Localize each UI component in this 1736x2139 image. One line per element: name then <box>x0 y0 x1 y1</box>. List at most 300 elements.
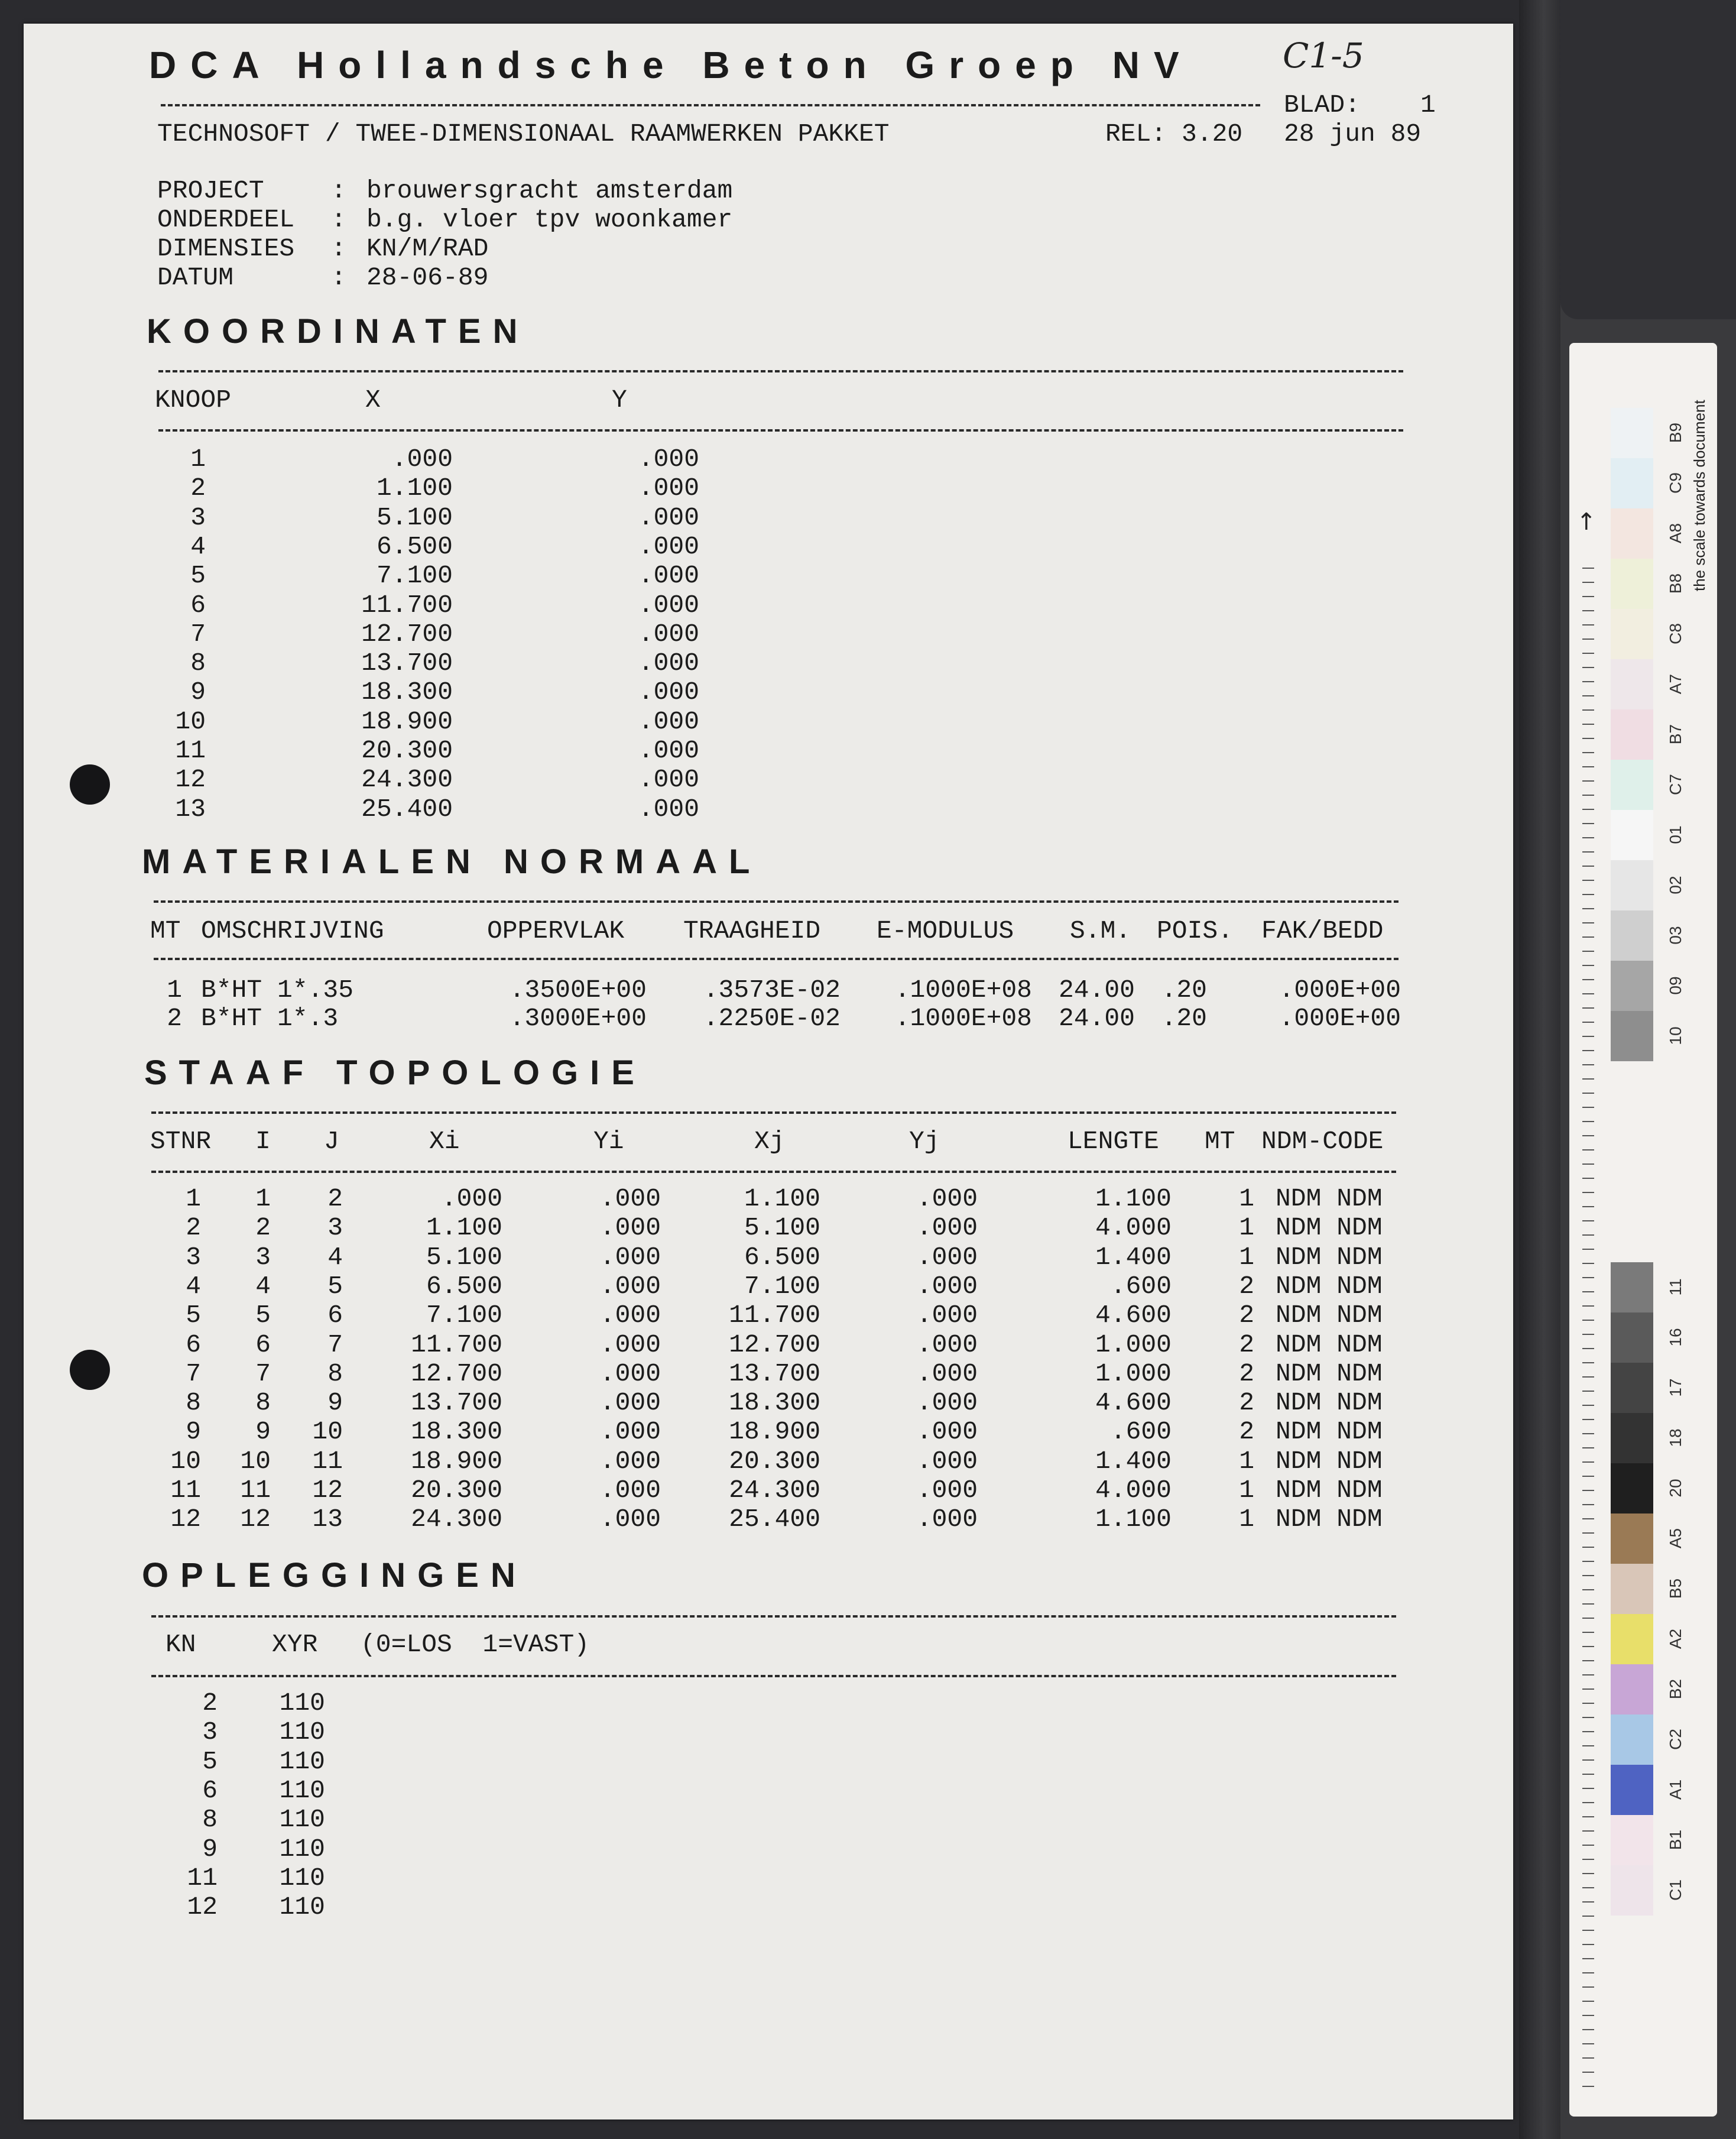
blad-value: 1 <box>1420 90 1436 119</box>
mat-header: POIS. <box>1157 916 1234 945</box>
color-patch <box>1611 1865 1653 1916</box>
staaf-cell: 13.700 <box>411 1388 502 1418</box>
staaf-cell: 4.000 <box>1095 1476 1172 1505</box>
koord-y: .000 <box>638 474 699 503</box>
koord-knoop: 2 <box>190 474 206 503</box>
staaf-cell: 8 <box>327 1359 343 1388</box>
koord-knoop: 7 <box>190 619 206 649</box>
staaf-cell: .000 <box>599 1505 661 1534</box>
koord-y: .000 <box>638 706 699 736</box>
staaf-cell: .000 <box>441 1184 502 1213</box>
section-title-staaf: STAAF TOPOLOGIE <box>144 1054 646 1092</box>
staaf-cell: NDM NDM <box>1276 1476 1383 1505</box>
staaf-cell: 11.700 <box>729 1301 820 1330</box>
staaf-cell: 1.100 <box>1095 1505 1172 1534</box>
color-patch-label: A5 <box>1666 1528 1685 1549</box>
staaf-cell: 11.700 <box>411 1330 502 1359</box>
binder-corner <box>1560 0 1736 319</box>
staaf-cell: 2 <box>255 1213 271 1243</box>
koord-knoop: 13 <box>175 794 206 824</box>
software-name: TECHNOSOFT / TWEE-DIMENSIONAAL RAAMWERKEN PAKKET <box>157 119 890 148</box>
mat-cell: 24.00 <box>1058 975 1135 1004</box>
mat-cell: 1 <box>167 975 182 1004</box>
staaf-cell: NDM NDM <box>1276 1359 1383 1388</box>
staaf-cell: NDM NDM <box>1276 1505 1383 1534</box>
punch-hole-bottom <box>70 1350 110 1390</box>
staaf-cell: 12 <box>240 1505 271 1534</box>
staaf-cell: 4 <box>186 1271 201 1301</box>
staaf-cell: 5.100 <box>744 1213 820 1243</box>
staaf-cell: NDM NDM <box>1276 1446 1383 1476</box>
meta-label: DIMENSIES <box>157 234 295 263</box>
mat-cell: B*HT 1*.35 <box>201 975 354 1004</box>
staaf-cell: 6 <box>186 1330 201 1359</box>
release: REL: 3.20 <box>1105 119 1243 148</box>
staaf-cell: .000 <box>916 1301 978 1330</box>
color-patch-label: A7 <box>1666 673 1685 695</box>
color-patch-label: 10 <box>1666 1026 1685 1045</box>
color-patch-label: C8 <box>1666 623 1685 644</box>
mat-header: FAK/BEDD <box>1261 916 1384 945</box>
staaf-cell: 6.500 <box>744 1242 820 1272</box>
koord-x: 13.700 <box>361 649 453 678</box>
staaf-cell: 1 <box>186 1184 201 1213</box>
color-patch <box>1611 1363 1653 1413</box>
color-patch-label: 17 <box>1666 1378 1685 1397</box>
staaf-cell: 1.400 <box>1095 1242 1172 1272</box>
koord-x: 1.100 <box>376 474 453 503</box>
staaf-cell: 1.100 <box>744 1184 820 1213</box>
staaf-cell: 3 <box>255 1242 271 1272</box>
staaf-cell: 12.700 <box>729 1330 820 1359</box>
staaf-cell: 1 <box>1239 1446 1254 1476</box>
staaf-cell: .000 <box>916 1271 978 1301</box>
staaf-cell: 7.100 <box>744 1271 820 1301</box>
color-patch-label: C2 <box>1666 1729 1685 1750</box>
staaf-cell: 24.300 <box>729 1476 820 1505</box>
staaf-header: I <box>255 1127 271 1156</box>
scale-caption: the scale towards document <box>1690 400 1708 591</box>
mat-cell: .000E+00 <box>1279 975 1401 1004</box>
color-patch-label: C1 <box>1666 1879 1685 1901</box>
color-patch-label: B8 <box>1666 573 1685 594</box>
color-patch-label: B5 <box>1666 1578 1685 1599</box>
koord-x: 25.400 <box>361 794 453 824</box>
koord-knoop: 1 <box>190 445 206 474</box>
staaf-header: Xj <box>754 1127 785 1156</box>
staaf-cell: 2 <box>1239 1301 1254 1330</box>
staaf-cell: 1.000 <box>1095 1359 1172 1388</box>
opl-xyr: 110 <box>279 1717 325 1747</box>
mat-cell: .3000E+00 <box>509 1004 647 1033</box>
color-patch <box>1611 1513 1653 1564</box>
color-patch-label: 03 <box>1666 926 1685 945</box>
section-title-materialen: MATERIALEN NORMAAL <box>142 842 762 881</box>
staaf-cell: 20.300 <box>729 1446 820 1476</box>
staaf-cell: 3 <box>327 1213 343 1243</box>
opl-kn: 5 <box>202 1746 218 1776</box>
staaf-cell: 24.300 <box>411 1505 502 1534</box>
koord-x: 12.700 <box>361 619 453 649</box>
koord-knoop: 11 <box>175 736 206 765</box>
staaf-header: NDM-CODE <box>1261 1127 1384 1156</box>
opl-xyr: 110 <box>279 1834 325 1863</box>
staaf-cell: .000 <box>599 1242 661 1272</box>
opl-xyr: 110 <box>279 1688 325 1717</box>
color-patch-label: 20 <box>1666 1479 1685 1498</box>
koord-x: 7.100 <box>376 561 453 591</box>
color-patch-label: A2 <box>1666 1628 1685 1649</box>
color-patch <box>1611 961 1653 1011</box>
staaf-cell: 4 <box>255 1271 271 1301</box>
color-patch <box>1611 659 1653 709</box>
koord-y: .000 <box>638 590 699 620</box>
koord-x: 18.300 <box>361 678 453 707</box>
staaf-cell: 18.300 <box>729 1388 820 1418</box>
staaf-cell: 11 <box>240 1476 271 1505</box>
staaf-cell: 7 <box>186 1359 201 1388</box>
color-patch <box>1611 609 1653 659</box>
staaf-cell: 8 <box>186 1388 201 1418</box>
staaf-header: Xi <box>429 1127 460 1156</box>
color-patch <box>1611 1262 1653 1312</box>
staaf-cell: 2 <box>1239 1417 1254 1447</box>
color-patch <box>1611 860 1653 910</box>
color-patch <box>1611 1011 1653 1061</box>
staaf-cell: 6.500 <box>426 1271 502 1301</box>
staaf-cell: 5 <box>186 1301 201 1330</box>
staaf-cell: .000 <box>599 1213 661 1243</box>
color-patch-label: A1 <box>1666 1779 1685 1800</box>
koord-y: .000 <box>638 765 699 795</box>
staaf-cell: 5 <box>255 1301 271 1330</box>
color-patch-label: C7 <box>1666 774 1685 795</box>
staaf-cell: 18.300 <box>411 1417 502 1447</box>
staaf-cell: 2 <box>1239 1359 1254 1388</box>
color-patch-label: 02 <box>1666 876 1685 895</box>
staaf-cell: 12 <box>312 1476 343 1505</box>
staaf-header: Yj <box>909 1127 940 1156</box>
opl-kn: 12 <box>187 1892 218 1922</box>
staaf-cell: .000 <box>916 1476 978 1505</box>
staaf-cell: 2 <box>327 1184 343 1213</box>
meta-colon: : <box>331 234 346 263</box>
mat-header: S.M. <box>1070 916 1131 945</box>
mat-cell: B*HT 1*.3 <box>201 1004 339 1033</box>
staaf-cell: 7 <box>255 1359 271 1388</box>
staaf-cell: 8 <box>255 1388 271 1418</box>
mat-header: MT <box>150 916 181 945</box>
scale-arrow-icon: ↑ <box>1576 508 1597 536</box>
koordinaten-rule-mid <box>158 429 1403 432</box>
section-title-opleggingen: OPLEGGINGEN <box>142 1556 527 1594</box>
staaf-rule-mid <box>151 1171 1396 1173</box>
koord-y: .000 <box>638 503 699 532</box>
opl-kn: 3 <box>202 1717 218 1747</box>
company-title: DCA Hollandsche Beton Groep NV <box>149 44 1193 86</box>
staaf-cell: .000 <box>916 1242 978 1272</box>
opl-header-legend: (0=LOS 1=VAST) <box>361 1630 590 1659</box>
mat-cell: .3500E+00 <box>509 975 647 1004</box>
meta-colon: : <box>331 176 346 205</box>
staaf-cell: .000 <box>916 1213 978 1243</box>
color-patch <box>1611 810 1653 860</box>
color-patch-label: A8 <box>1666 523 1685 544</box>
materialen-rule-mid <box>154 958 1398 960</box>
staaf-cell: 2 <box>1239 1271 1254 1301</box>
header-rule <box>161 104 1260 106</box>
staaf-cell: 4.000 <box>1095 1213 1172 1243</box>
staaf-cell: .000 <box>599 1388 661 1418</box>
mat-cell: .2250E-02 <box>703 1004 841 1033</box>
staaf-cell: NDM NDM <box>1276 1242 1383 1272</box>
meta-value: b.g. vloer tpv woonkamer <box>366 205 733 234</box>
staaf-cell: 10 <box>312 1417 343 1447</box>
staaf-cell: NDM NDM <box>1276 1330 1383 1359</box>
staaf-header: STNR <box>150 1127 212 1156</box>
staaf-cell: .000 <box>916 1184 978 1213</box>
punch-hole-top <box>70 764 110 805</box>
color-calibration-scale <box>1569 343 1717 2117</box>
meta-value: KN/M/RAD <box>366 234 489 263</box>
koord-knoop: 10 <box>175 706 206 736</box>
staaf-cell: 6 <box>327 1301 343 1330</box>
staaf-cell: 7 <box>327 1330 343 1359</box>
color-patch <box>1611 408 1653 458</box>
color-patch <box>1611 1715 1653 1765</box>
staaf-cell: 1 <box>255 1184 271 1213</box>
mat-cell: .3573E-02 <box>703 975 841 1004</box>
koord-y: .000 <box>638 649 699 678</box>
staaf-cell: .000 <box>599 1330 661 1359</box>
staaf-cell: 1 <box>1239 1213 1254 1243</box>
staaf-cell: 1 <box>1239 1184 1254 1213</box>
opl-xyr: 110 <box>279 1746 325 1776</box>
staaf-cell: 1 <box>1239 1505 1254 1534</box>
staaf-cell: 1.100 <box>426 1213 502 1243</box>
mat-cell: .1000E+08 <box>894 1004 1032 1033</box>
koord-knoop: 4 <box>190 531 206 561</box>
color-patch <box>1611 508 1653 559</box>
mat-header: E-MODULUS <box>877 916 1014 945</box>
koord-x: 24.300 <box>361 765 453 795</box>
section-title-koordinaten: KOORDINATEN <box>147 312 530 351</box>
staaf-cell: 11 <box>170 1476 201 1505</box>
opl-xyr: 110 <box>279 1863 325 1892</box>
mat-cell: .000E+00 <box>1279 1004 1401 1033</box>
koord-y: .000 <box>638 678 699 707</box>
color-patch <box>1611 1815 1653 1865</box>
materialen-rule-top <box>154 900 1398 903</box>
staaf-cell: 2 <box>1239 1388 1254 1418</box>
koord-knoop: 6 <box>190 590 206 620</box>
koord-y: .000 <box>638 445 699 474</box>
color-patch <box>1611 760 1653 810</box>
blad-label: BLAD: <box>1284 90 1361 119</box>
staaf-cell: .000 <box>599 1476 661 1505</box>
koord-knoop: 12 <box>175 765 206 795</box>
koord-y: .000 <box>638 619 699 649</box>
koord-knoop: 3 <box>190 503 206 532</box>
staaf-cell: .000 <box>599 1417 661 1447</box>
mat-header: OMSCHRIJVING <box>201 916 384 945</box>
staaf-cell: .600 <box>1110 1271 1172 1301</box>
staaf-cell: .000 <box>916 1330 978 1359</box>
staaf-cell: .000 <box>599 1271 661 1301</box>
staaf-cell: 1.000 <box>1095 1330 1172 1359</box>
staaf-header: MT <box>1205 1127 1235 1156</box>
staaf-cell: 1.400 <box>1095 1446 1172 1476</box>
staaf-header: Yi <box>593 1127 624 1156</box>
color-patch <box>1611 458 1653 508</box>
mat-header: TRAAGHEID <box>683 916 821 945</box>
meta-colon: : <box>331 263 346 292</box>
color-patch <box>1611 1564 1653 1614</box>
binder-spine <box>1519 0 1560 2139</box>
staaf-cell: .000 <box>599 1301 661 1330</box>
staaf-cell: 10 <box>240 1446 271 1476</box>
staaf-cell: 20.300 <box>411 1476 502 1505</box>
mat-cell: .20 <box>1161 1004 1207 1033</box>
color-patch-label: B2 <box>1666 1678 1685 1700</box>
staaf-cell: 11 <box>312 1446 343 1476</box>
staaf-cell: .000 <box>599 1446 661 1476</box>
staaf-cell: NDM NDM <box>1276 1184 1383 1213</box>
opl-kn: 8 <box>202 1805 218 1835</box>
staaf-cell: 9 <box>186 1417 201 1447</box>
koord-header-x: X <box>365 385 381 414</box>
staaf-cell: .000 <box>916 1446 978 1476</box>
koord-x: 20.300 <box>361 736 453 765</box>
koord-x: .000 <box>391 445 453 474</box>
staaf-cell: 12.700 <box>411 1359 502 1388</box>
mat-cell: 2 <box>167 1004 182 1033</box>
meta-value: 28-06-89 <box>366 263 489 292</box>
staaf-cell: 4.600 <box>1095 1301 1172 1330</box>
staaf-cell: 5.100 <box>426 1242 502 1272</box>
meta-label: DATUM <box>157 263 234 292</box>
opleggingen-rule-mid <box>151 1675 1396 1677</box>
color-patch <box>1611 709 1653 760</box>
color-patch <box>1611 1413 1653 1463</box>
staaf-cell: 4 <box>327 1242 343 1272</box>
staaf-cell: .000 <box>916 1417 978 1447</box>
koord-header-knoop: KNOOP <box>155 385 232 414</box>
mat-header: OPPERVLAK <box>487 916 625 945</box>
koord-x: 18.900 <box>361 706 453 736</box>
mat-cell: 24.00 <box>1058 1004 1135 1033</box>
staaf-cell: 3 <box>186 1242 201 1272</box>
staaf-cell: .000 <box>916 1359 978 1388</box>
color-patch <box>1611 1765 1653 1815</box>
color-patch-label: 11 <box>1666 1278 1685 1296</box>
document-page <box>24 24 1513 2119</box>
meta-colon: : <box>331 205 346 234</box>
koord-x: 5.100 <box>376 503 453 532</box>
koord-header-y: Y <box>612 385 627 414</box>
scale-ruler <box>1582 568 1594 2093</box>
color-patch-label: 09 <box>1666 976 1685 995</box>
koord-y: .000 <box>638 561 699 591</box>
staaf-cell: 25.400 <box>729 1505 820 1534</box>
opleggingen-rule-top <box>151 1615 1396 1618</box>
staaf-cell: 6 <box>255 1330 271 1359</box>
opl-xyr: 110 <box>279 1805 325 1835</box>
opl-header-kn: KN <box>166 1630 196 1659</box>
staaf-cell: 10 <box>170 1446 201 1476</box>
color-patch-label: B9 <box>1666 422 1685 443</box>
staaf-cell: 1.100 <box>1095 1184 1172 1213</box>
opl-kn: 11 <box>187 1863 218 1892</box>
koord-knoop: 9 <box>190 678 206 707</box>
color-patch <box>1611 1614 1653 1664</box>
color-patch-label: 18 <box>1666 1428 1685 1447</box>
mat-cell: .1000E+08 <box>894 975 1032 1004</box>
color-patch-label: 01 <box>1666 825 1685 844</box>
koord-x: 6.500 <box>376 531 453 561</box>
meta-label: PROJECT <box>157 176 264 205</box>
staaf-cell: 2 <box>1239 1330 1254 1359</box>
color-patch <box>1611 910 1653 961</box>
meta-label: ONDERDEEL <box>157 205 295 234</box>
koord-y: .000 <box>638 736 699 765</box>
staaf-cell: .000 <box>599 1184 661 1213</box>
mat-cell: .20 <box>1161 975 1207 1004</box>
koord-knoop: 5 <box>190 561 206 591</box>
koord-y: .000 <box>638 531 699 561</box>
staaf-cell: 13.700 <box>729 1359 820 1388</box>
header-date: 28 jun 89 <box>1284 119 1422 148</box>
koord-x: 11.700 <box>361 590 453 620</box>
opl-xyr: 110 <box>279 1892 325 1922</box>
staaf-cell: NDM NDM <box>1276 1417 1383 1447</box>
staaf-cell: 9 <box>255 1417 271 1447</box>
color-patch-label: B1 <box>1666 1829 1685 1850</box>
koord-y: .000 <box>638 794 699 824</box>
color-patch <box>1611 1312 1653 1363</box>
staaf-cell: 12 <box>170 1505 201 1534</box>
staaf-cell: .600 <box>1110 1417 1172 1447</box>
opl-kn: 9 <box>202 1834 218 1863</box>
staaf-cell: 18.900 <box>729 1417 820 1447</box>
koordinaten-rule-top <box>158 370 1403 372</box>
opl-kn: 6 <box>202 1775 218 1805</box>
staaf-cell: NDM NDM <box>1276 1301 1383 1330</box>
staaf-header: LENGTE <box>1067 1127 1159 1156</box>
opl-header-xyr: XYR <box>272 1630 318 1659</box>
staaf-cell: .000 <box>916 1505 978 1534</box>
staaf-cell: .000 <box>599 1359 661 1388</box>
staaf-cell: 2 <box>186 1213 201 1243</box>
handwritten-note: C1-5 <box>1283 35 1364 76</box>
color-patch-label: 16 <box>1666 1328 1685 1347</box>
meta-value: brouwersgracht amsterdam <box>366 176 733 205</box>
staaf-header: J <box>324 1127 339 1156</box>
color-patch <box>1611 559 1653 609</box>
color-patch <box>1611 1463 1653 1513</box>
color-patch-label: C9 <box>1666 472 1685 494</box>
staaf-cell: 7.100 <box>426 1301 502 1330</box>
staaf-cell: NDM NDM <box>1276 1213 1383 1243</box>
staaf-cell: 4.600 <box>1095 1388 1172 1418</box>
staaf-cell: 5 <box>327 1271 343 1301</box>
color-patch-label: B7 <box>1666 724 1685 745</box>
opl-xyr: 110 <box>279 1775 325 1805</box>
staaf-cell: NDM NDM <box>1276 1271 1383 1301</box>
staaf-cell: NDM NDM <box>1276 1388 1383 1418</box>
staaf-cell: 1 <box>1239 1242 1254 1272</box>
staaf-rule-top <box>151 1111 1396 1114</box>
